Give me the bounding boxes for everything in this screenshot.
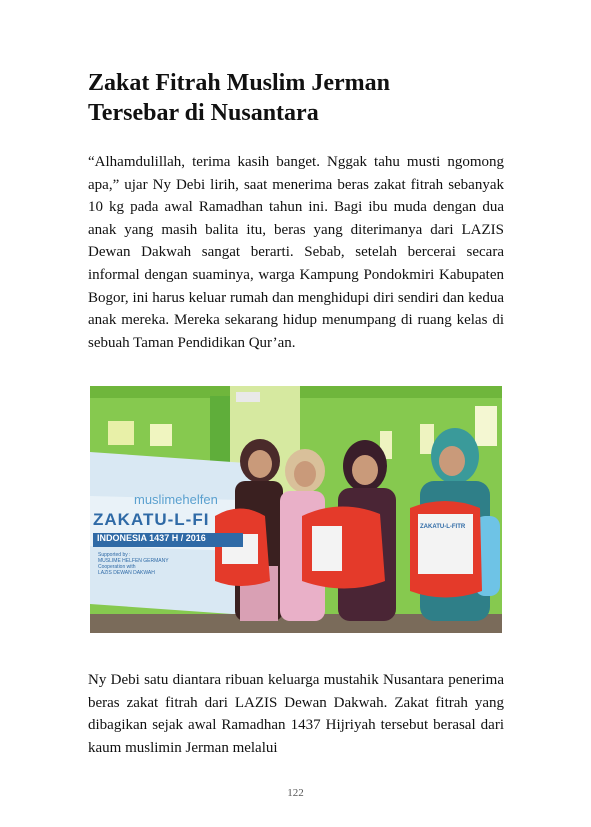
article-paragraph-1: “Alhamdulillah, terima kasih banget. Nggak tahu musti ngomong apa,” ujar Ny Debi lirih, saat menerima beras zakat fitrah sebanyak 10 kg pada awal Ramadhan tahun ini. Bagi ibu muda dengan dua anak yang masih balita itu, beras yang diterimanya dari LAZIS Dewan Dakwah sangat berarti. Sebab, setelah bercerai secara informal dengan suaminya, warga Kampung Pondokmiri Kabupaten Bogor, ini harus keluar rumah dan menghidupi diri sendiri dan kedua anak mereka. Mereka sekarang hidup menumpang di ruang kelas di sebuah Taman Pendidikan Qur’an.: [88, 154, 504, 351]
banner-small-1: Supported by :: [98, 552, 131, 558]
banner-brand: muslimehelfen: [134, 492, 218, 507]
banner-small-4: LAZIS DEWAN DAKWAH: [98, 570, 155, 576]
banner-headline: ZAKATU-L-FI: [93, 510, 210, 529]
bag-label: ZAKATU-L-FITR: [420, 524, 466, 530]
page-number: 122: [287, 787, 304, 799]
banner-small-3: Cooperation with: [98, 564, 136, 570]
title-line-1: Zakat Fitrah Muslim Jerman: [88, 70, 390, 96]
banner-subline: INDONESIA 1437 H / 2016: [93, 533, 243, 547]
article-title: [88, 68, 508, 128]
banner-small-2: MUSLIME HELFEN GERMANY: [98, 558, 169, 564]
article-paragraph-2: Ny Debi satu diantara ribuan keluarga mustahik Nusantara penerima beras zakat fitrah dari LAZIS Dewan Dakwah. Zakat fitrah yang dibagikan sejak awal Ramadhan 1437 Hijriyah tersebut berasal dari kaum muslimin Jerman melalui: [88, 672, 504, 756]
article-photo: [90, 386, 502, 633]
title-line-2: Tersebar di Nusantara: [88, 100, 319, 126]
